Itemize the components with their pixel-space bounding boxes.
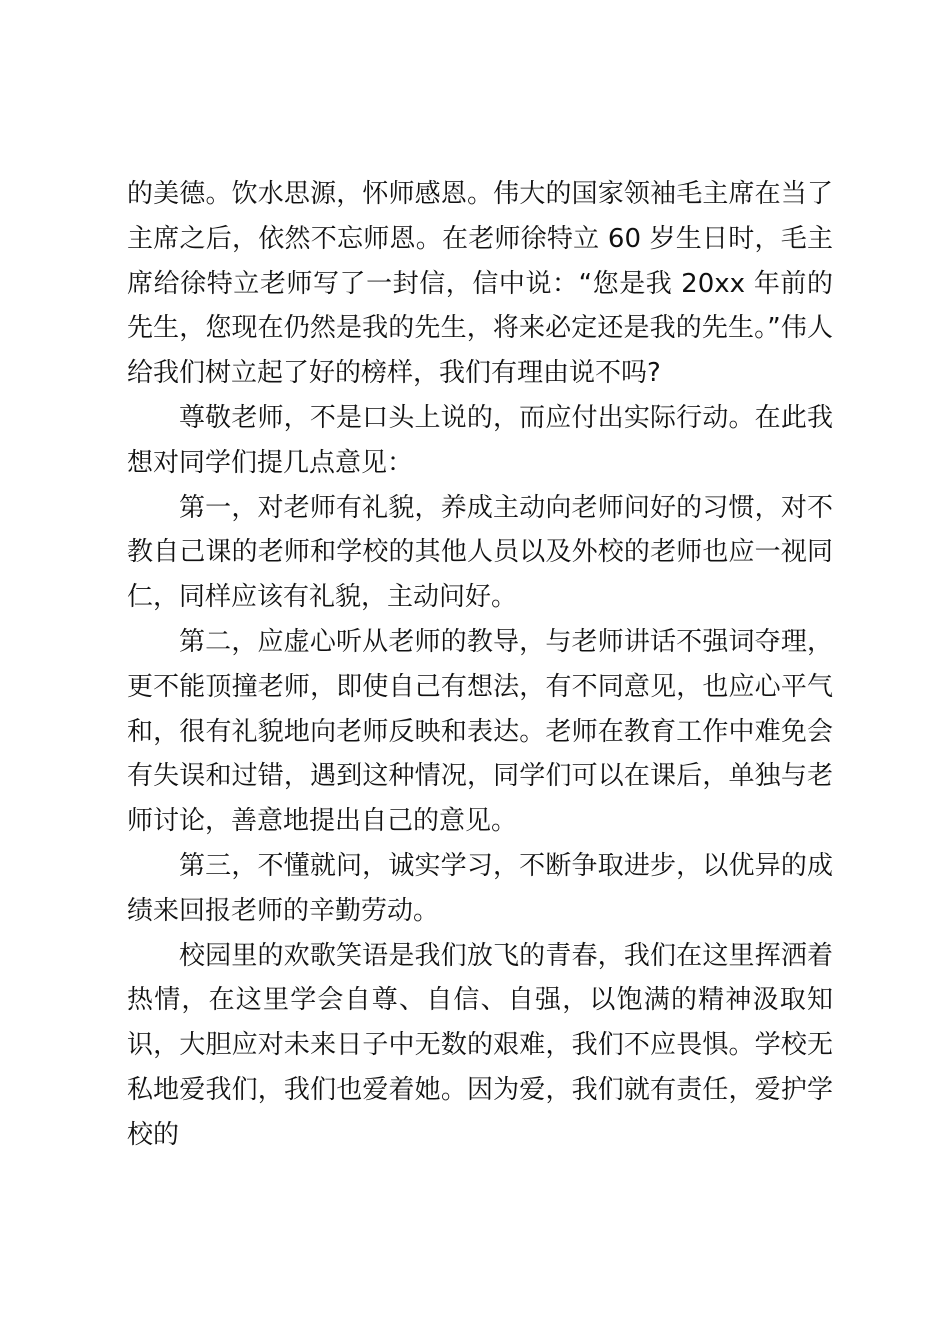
paragraph-1: 的美德。饮水思源，怀师感恩。伟大的国家领袖毛主席在当了主席之后，依然不忘师恩。在老师徐特立 60 岁生日时，毛主席给徐特立老师写了一封信，信中说：“您是我 20xx 年前的先生，您现在仍然是我的先生，将来必定还是我的先生。”伟人给我们树立起了好的榜样，我们有理由说不吗? (127, 179, 833, 389)
paragraph-6: 校园里的欢歌笑语是我们放飞的青春，我们在这里挥洒着热情，在这里学会自尊、自信、自强，以饱满的精神汲取知识，大胆应对未来日子中无数的艰难，我们不应畏惧。学校无私地爱我们，我们也爱着她。因为爱，我们就有责任，爱护学校的 (127, 940, 833, 1150)
document-body (127, 172, 833, 1158)
paragraph-2: 尊敬老师，不是口头上说的，而应付出实际行动。在此我想对同学们提几点意见： (127, 402, 833, 478)
paragraph-5: 第三，不懂就问，诚实学习，不断争取进步，以优异的成绩来回报老师的辛勤劳动。 (127, 850, 833, 926)
paragraph-4: 第二，应虚心听从老师的教导，与老师讲话不强词夺理，更不能顶撞老师，即使自己有想法，有不同意见，也应心平气和，很有礼貌地向老师反映和表达。老师在教育工作中难免会有失误和过错，遇到这种情况，同学们可以在课后，单独与老师讨论，善意地提出自己的意见。 (127, 626, 833, 837)
paragraph-3: 第一，对老师有礼貌，养成主动向老师问好的习惯，对不教自己课的老师和学校的其他人员以及外校的老师也应一视同仁，同样应该有礼貌，主动问好。 (127, 492, 833, 613)
